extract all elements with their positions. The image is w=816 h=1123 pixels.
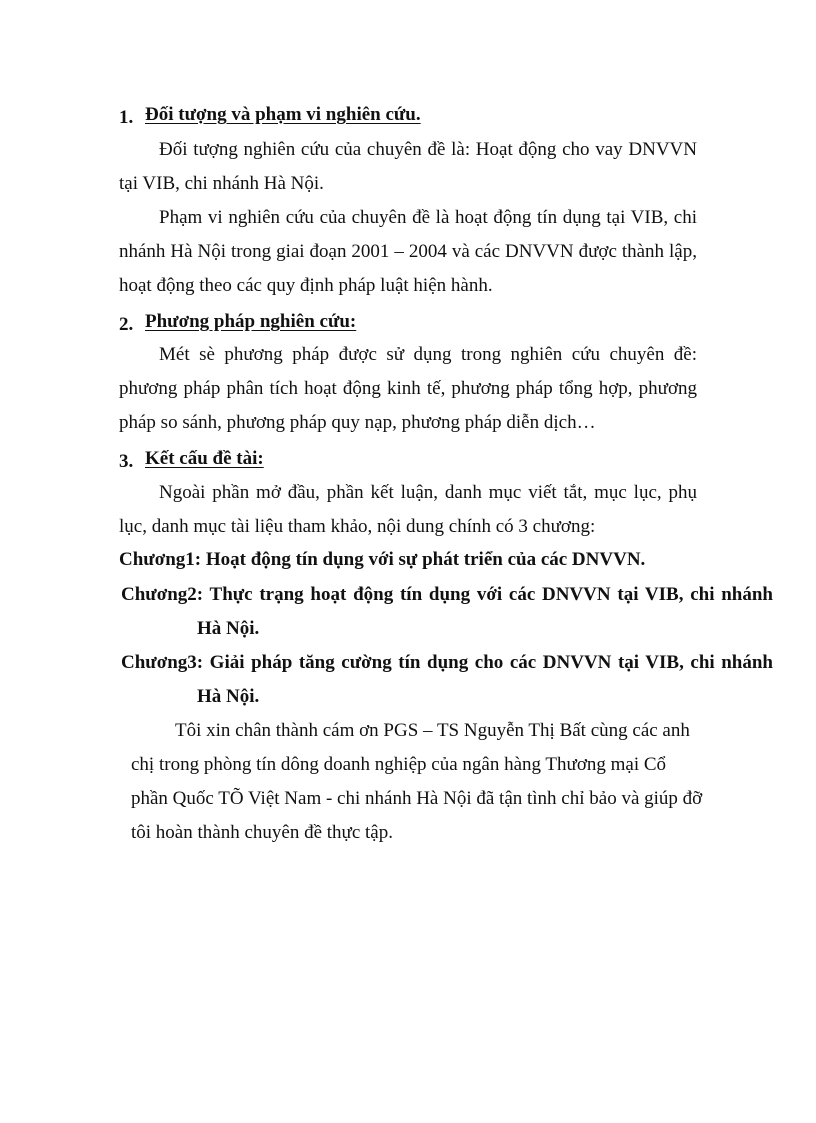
paragraph-scope: Phạm vi nghiên cứu của chuyên đề là hoạt động tín dụng tại VIB, chi nhánh Hà Nội trong giai đoạn 2001 – 2004 và các DNVVN được thành lập, hoạt động theo các quy định pháp luật hiện hành. bbox=[119, 207, 697, 296]
section-number: 2. bbox=[119, 314, 134, 335]
acknowledgement-line: tôi hoàn thành chuyên đề thực tập. bbox=[131, 822, 393, 843]
section-title: Kết cấu đề tài: bbox=[145, 448, 264, 469]
section-heading-2 bbox=[119, 311, 356, 336]
chapter-3: Chương3: Giải pháp tăng cường tín dụng cho các DNVVN tại VIB, chi nhánh Hà Nội. bbox=[121, 652, 773, 707]
paragraph-structure: Ngoài phần mở đầu, phần kết luận, danh mục viết tắt, mục lục, phụ lục, danh mục tài liệu tham khảo, nội dung chính có 3 chương: bbox=[119, 482, 697, 537]
acknowledgement-line: phần Quốc TÕ Việt Nam - chi nhánh Hà Nội đã tận tình chỉ bảo và giúp đỡ bbox=[131, 788, 703, 809]
section-title: Phương pháp nghiên cứu: bbox=[145, 311, 357, 332]
section-number: 1. bbox=[119, 107, 134, 128]
chapter-1: Chương1: Hoạt động tín dụng với sự phát triển của các DNVVN. bbox=[119, 549, 646, 570]
paragraph-methods: Mét sè phương pháp được sử dụng trong nghiên cứu chuyên đề: phương pháp phân tích hoạt động kinh tế, phương pháp tổng hợp, phương pháp so sánh, phương pháp quy nạp, phương pháp diễn dịch… bbox=[119, 344, 697, 433]
acknowledgement-line: chị trong phòng tín dông doanh nghiệp của ngân hàng Thương mại Cổ bbox=[131, 754, 667, 775]
paragraph-object: Đối tượng nghiên cứu của chuyên đề là: Hoạt động cho vay DNVVN tại VIB, chi nhánh Hà Nội. bbox=[119, 139, 697, 194]
section-number: 3. bbox=[119, 451, 134, 472]
chapter-2: Chương2: Thực trạng hoạt động tín dụng với các DNVVN tại VIB, chi nhánh Hà Nội. bbox=[121, 584, 773, 639]
section-heading-1 bbox=[119, 104, 421, 129]
acknowledgement-line: Tôi xin chân thành cám ơn PGS – TS Nguyễn Thị Bất cùng các anh bbox=[175, 720, 690, 741]
acknowledgement bbox=[131, 714, 703, 850]
section-title: Đối tượng và phạm vi nghiên cứu. bbox=[145, 104, 421, 125]
section-heading-3 bbox=[119, 448, 264, 473]
